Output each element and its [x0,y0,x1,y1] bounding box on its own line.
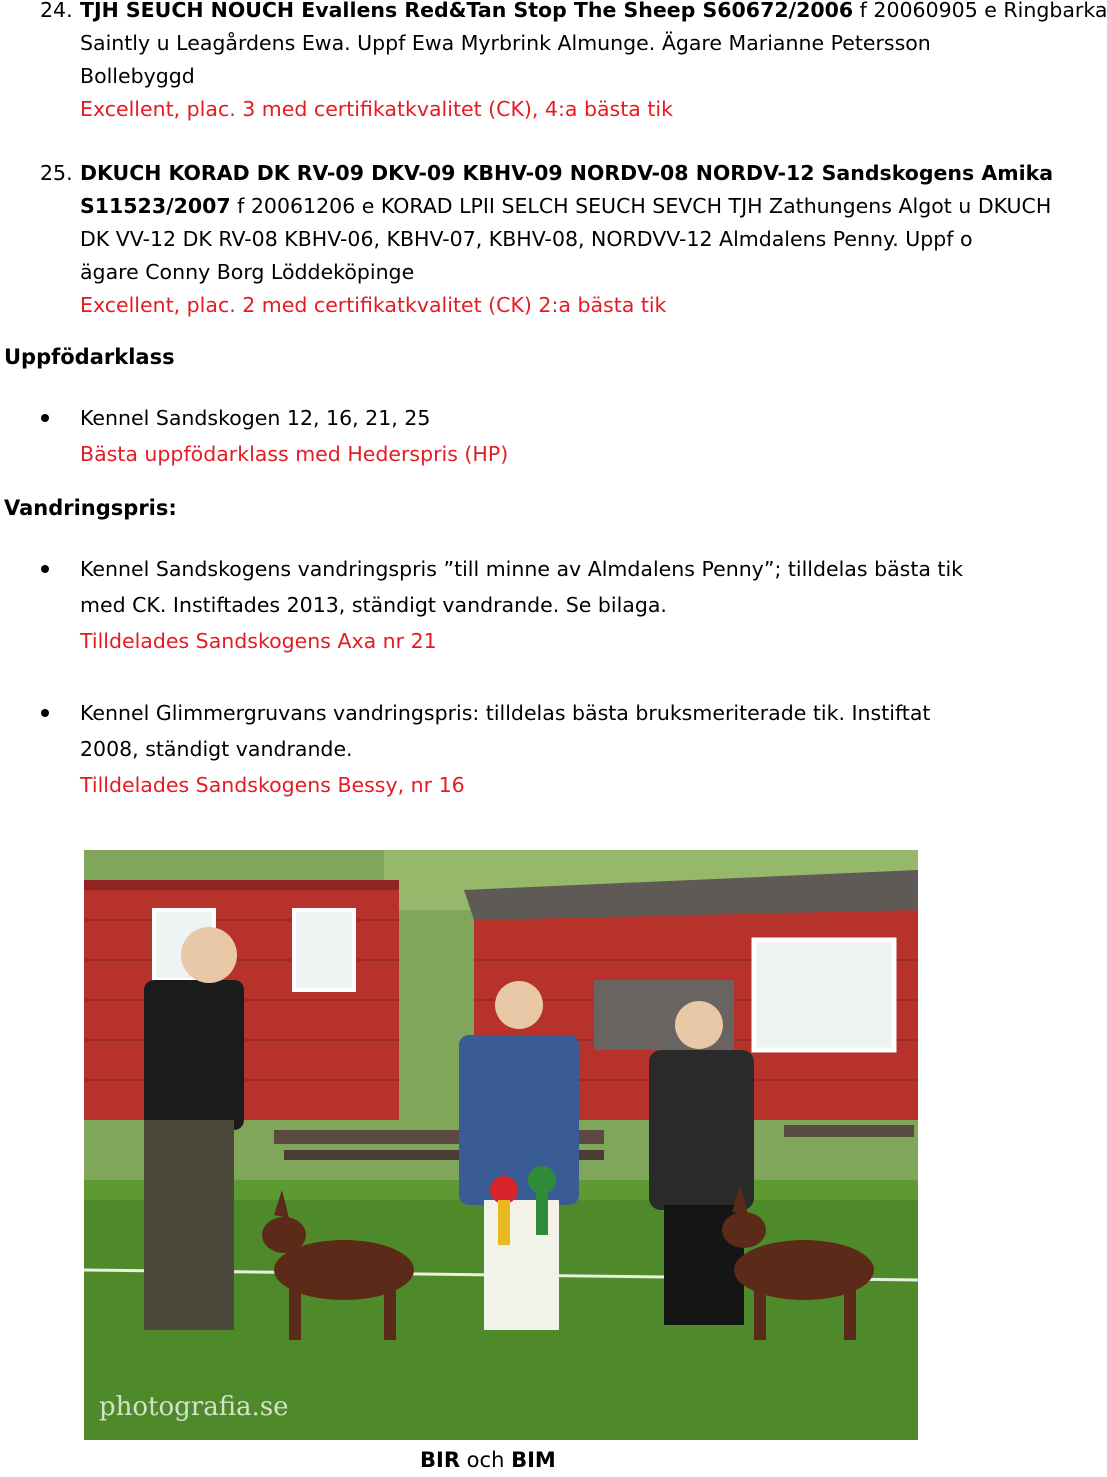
caption-och: och [460,1448,512,1472]
breeder-class-item: Kennel Sandskogen 12, 16, 21, 25 [80,406,431,430]
entry-24-details: f 20060905 e Ringbarka [853,0,1107,22]
entry-25-regno: S11523/2007 [80,194,231,218]
prize-1-line1: Kennel Sandskogens vandringspris ”till minne av Almdalens Penny”; tilldelas bästa tik [80,557,964,581]
entry-25-line4: ägare Conny Borg Löddeköpinge [80,260,415,284]
caption-bim: BIM [511,1448,556,1472]
entry-25-result: Excellent, plac. 2 med certifikatkvalitet (CK) 2:a bästa tik [80,293,667,317]
bullet-icon [41,709,49,717]
entry-24-line2: Saintly u Leagårdens Ewa. Uppf Ewa Myrbrink Almunge. Ägare Marianne Petersson [80,31,931,55]
entry-25-number: 25. [40,161,73,185]
prize-2-result: Tilldelades Sandskogens Bessy, nr 16 [80,773,465,797]
entry-24-result: Excellent, plac. 3 med certifikatkvalitet (CK), 4:a bästa tik [80,97,673,121]
photo-caption [420,1443,556,1477]
prize-2-line2: 2008, ständigt vandrande. [80,737,353,761]
entry-25-title: DKUCH KORAD DK RV-09 DKV-09 KBHV-09 NORDV-08 NORDV-12 Sandskogens Amika [80,161,1054,185]
entry-25-line3: DK VV-12 DK RV-08 KBHV-06, KBHV-07, KBHV-08, NORDVV-12 Almdalens Penny. Uppf o [80,227,973,251]
bullet-icon [41,414,49,422]
entry-24-title: TJH SEUCH NOUCH Evallens Red&Tan Stop The Sheep S60672/2006 [80,0,854,22]
entry-24-line1 [80,0,1107,27]
dog-show-photo [84,850,918,1440]
entry-25-line1 [80,157,1053,190]
entry-24-number: 24. [40,0,73,22]
entry-25-details: f 20061206 e KORAD LPII SELCH SEUCH SEVCH TJH Zathungens Algot u DKUCH [230,194,1052,218]
prize-2-line1: Kennel Glimmergruvans vandringspris: tilldelas bästa bruksmeriterade tik. Instiftat [80,701,931,725]
prize-1-result: Tilldelades Sandskogens Axa nr 21 [80,629,437,653]
bullet-icon [41,565,49,573]
caption-bir: BIR [420,1448,460,1472]
entry-24-line3: Bollebyggd [80,64,195,88]
breeder-class-heading: Uppfödarklass [4,345,175,369]
challenge-prizes-heading: Vandringspris: [4,496,177,520]
entry-25-line2 [80,190,1051,223]
breeder-class-result: Bästa uppfödarklass med Hederspris (HP) [80,442,509,466]
prize-1-line2: med CK. Instiftades 2013, ständigt vandrande. Se bilaga. [80,593,667,617]
photo-watermark: photografia.se [99,1392,289,1422]
